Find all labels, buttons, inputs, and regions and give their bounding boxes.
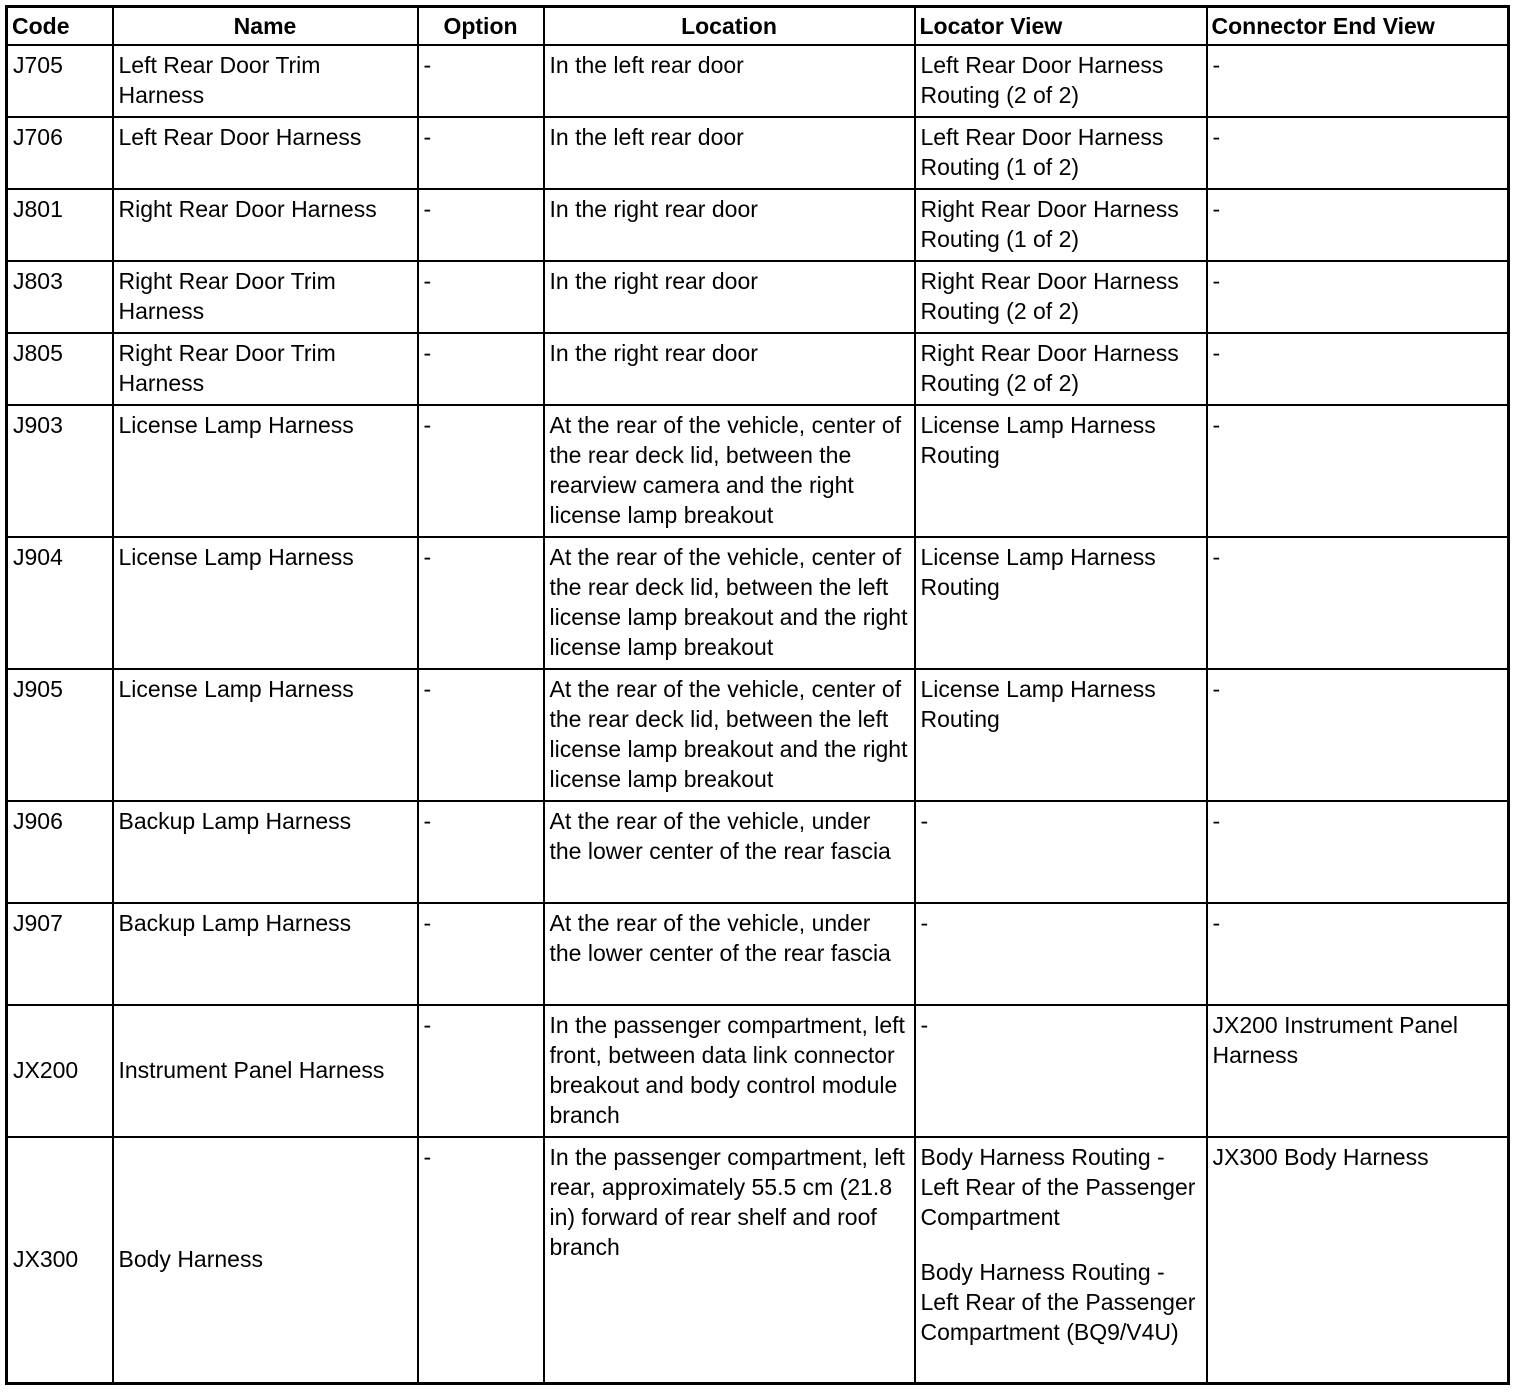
- location-cell: In the left rear door: [544, 117, 915, 189]
- location-cell: In the passenger compartment, left rear, approximately 55.5 cm (21.8 in) forward of rear shelf and roof branch: [544, 1137, 915, 1383]
- header-option: Option: [418, 7, 544, 46]
- locator-view-link[interactable]: License Lamp Harness Routing: [920, 412, 1156, 468]
- connector-end-view-cell: -: [1207, 261, 1509, 333]
- name-cell: Body Harness: [113, 1137, 418, 1383]
- table-row: [7, 189, 1509, 261]
- code-cell: J906: [7, 801, 113, 903]
- code-cell: J903: [7, 405, 113, 537]
- locator-view-cell: [915, 189, 1207, 261]
- name-cell: License Lamp Harness: [113, 669, 418, 801]
- option-cell: -: [418, 1137, 544, 1383]
- connector-end-view-cell: -: [1207, 537, 1509, 669]
- header-connector-end-view: Connector End View: [1207, 7, 1509, 46]
- table-row: [7, 45, 1509, 117]
- table-row: [7, 801, 1509, 903]
- name-cell: Left Rear Door Harness: [113, 117, 418, 189]
- locator-view-link[interactable]: Right Rear Door Harness Routing (2 of 2): [920, 340, 1179, 396]
- table-row: [7, 1005, 1509, 1137]
- locator-view-link[interactable]: Left Rear Door Harness Routing (2 of 2): [920, 52, 1164, 108]
- connector-table: [5, 5, 1510, 1385]
- header-code: Code: [7, 7, 113, 46]
- location-cell: In the right rear door: [544, 189, 915, 261]
- header-row: [7, 7, 1509, 46]
- locator-view-cell: [915, 537, 1207, 669]
- name-cell: Left Rear Door Trim Harness: [113, 45, 418, 117]
- option-cell: -: [418, 405, 544, 537]
- locator-view-link[interactable]: Left Rear Door Harness Routing (1 of 2): [920, 124, 1164, 180]
- code-cell: J803: [7, 261, 113, 333]
- locator-view-cell: [915, 801, 1207, 903]
- location-cell: In the right rear door: [544, 333, 915, 405]
- locator-view-cell: [915, 1137, 1207, 1383]
- table-row: [7, 669, 1509, 801]
- connector-end-view-cell: -: [1207, 669, 1509, 801]
- locator-view-link[interactable]: Body Harness Routing - Left Rear of the Passenger Compartment (BQ9/V4U): [920, 1259, 1196, 1345]
- option-cell: -: [418, 1005, 544, 1137]
- option-cell: -: [418, 117, 544, 189]
- code-cell: J801: [7, 189, 113, 261]
- code-cell: JX300: [7, 1137, 113, 1383]
- name-cell: Backup Lamp Harness: [113, 801, 418, 903]
- table-row: [7, 333, 1509, 405]
- header-locator-view: Locator View: [915, 7, 1207, 46]
- location-cell: In the passenger compartment, left front, between data link connector breakout and body control module branch: [544, 1005, 915, 1137]
- option-cell: -: [418, 801, 544, 903]
- connector-end-view-cell: -: [1207, 903, 1509, 1005]
- option-cell: -: [418, 537, 544, 669]
- locator-view-value: -: [920, 808, 929, 834]
- code-cell: J706: [7, 117, 113, 189]
- locator-view-cell: [915, 45, 1207, 117]
- connector-end-view-cell: -: [1207, 405, 1509, 537]
- location-cell: At the rear of the vehicle, center of the rear deck lid, between the rearview camera and the right license lamp breakout: [544, 405, 915, 537]
- location-cell: At the rear of the vehicle, under the lower center of the rear fascia: [544, 903, 915, 1005]
- option-cell: -: [418, 333, 544, 405]
- option-cell: -: [418, 261, 544, 333]
- table-row: [7, 537, 1509, 669]
- connector-end-view-cell: -: [1207, 189, 1509, 261]
- name-cell: Right Rear Door Trim Harness: [113, 333, 418, 405]
- connector-end-view-cell: -: [1207, 45, 1509, 117]
- locator-view-link[interactable]: License Lamp Harness Routing: [920, 676, 1156, 732]
- locator-view-cell: [915, 261, 1207, 333]
- connector-end-view-cell: -: [1207, 801, 1509, 903]
- name-cell: License Lamp Harness: [113, 405, 418, 537]
- locator-view-cell: [915, 405, 1207, 537]
- name-cell: Backup Lamp Harness: [113, 903, 418, 1005]
- code-cell: J705: [7, 45, 113, 117]
- name-cell: Right Rear Door Harness: [113, 189, 418, 261]
- connector-end-view-link[interactable]: JX300 Body Harness: [1207, 1137, 1509, 1383]
- code-cell: JX200: [7, 1005, 113, 1137]
- locator-view-cell: [915, 903, 1207, 1005]
- table-row: [7, 903, 1509, 1005]
- connector-end-view-cell: -: [1207, 117, 1509, 189]
- locator-view-cell: [915, 333, 1207, 405]
- locator-view-cell: [915, 669, 1207, 801]
- locator-view-cell: [915, 1005, 1207, 1137]
- code-cell: J907: [7, 903, 113, 1005]
- locator-view-value: -: [920, 1012, 929, 1038]
- option-cell: -: [418, 189, 544, 261]
- connector-end-view-link[interactable]: JX200 Instrument Panel Harness: [1207, 1005, 1509, 1137]
- code-cell: J905: [7, 669, 113, 801]
- code-cell: J904: [7, 537, 113, 669]
- option-cell: -: [418, 45, 544, 117]
- location-cell: At the rear of the vehicle, center of the rear deck lid, between the left license lamp breakout and the right license lamp breakout: [544, 537, 915, 669]
- locator-view-value: -: [920, 910, 929, 936]
- location-cell: In the left rear door: [544, 45, 915, 117]
- location-cell: At the rear of the vehicle, center of the rear deck lid, between the left license lamp breakout and the right license lamp breakout: [544, 669, 915, 801]
- name-cell: License Lamp Harness: [113, 537, 418, 669]
- header-name: Name: [113, 7, 418, 46]
- table-row: [7, 117, 1509, 189]
- locator-view-link[interactable]: Body Harness Routing - Left Rear of the Passenger Compartment: [920, 1144, 1196, 1230]
- code-cell: J805: [7, 333, 113, 405]
- option-cell: -: [418, 669, 544, 801]
- header-location: Location: [544, 7, 915, 46]
- name-cell: Instrument Panel Harness: [113, 1005, 418, 1137]
- table-row: [7, 1137, 1509, 1383]
- location-cell: At the rear of the vehicle, under the lower center of the rear fascia: [544, 801, 915, 903]
- table-row: [7, 261, 1509, 333]
- locator-view-link[interactable]: License Lamp Harness Routing: [920, 544, 1156, 600]
- connector-end-view-cell: -: [1207, 333, 1509, 405]
- table-row: [7, 405, 1509, 537]
- name-cell: Right Rear Door Trim Harness: [113, 261, 418, 333]
- location-cell: In the right rear door: [544, 261, 915, 333]
- locator-view-link[interactable]: Right Rear Door Harness Routing (1 of 2): [920, 196, 1179, 252]
- locator-view-link[interactable]: Right Rear Door Harness Routing (2 of 2): [920, 268, 1179, 324]
- option-cell: -: [418, 903, 544, 1005]
- locator-view-cell: [915, 117, 1207, 189]
